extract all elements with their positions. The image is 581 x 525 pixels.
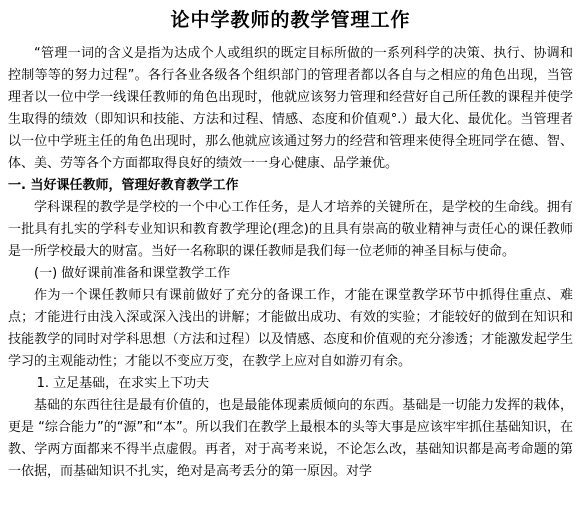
point-heading-1: 1. 立足基础，在求实上下功夫: [36, 376, 210, 391]
intro-paragraph: “管理一词的含义是指为达成个人或组织的既定目标所做的一系列科学的决策、执行、协调和控制等等的努力过程”。各行各业各级各个组织部门的管理者都以各自与之相应的角色出现，当管理者以一位中学一线课任教师的角色出现时，他就应该努力管理和经营好自己所任教的课程并使学生取得的绩效（即知识和技能、方法和过程、情感、态度和价值观°.）最大化、最优化。当管理者以一位中学班主任的角色出现时，那么他就应该通过努力的经营和管理来使得全班同学在德、智、体、美、劳等各个方面都取得良好的绩效一一身心健康、品学兼优。: [8, 46, 573, 171]
document-title: 论中学教师的教学管理工作: [170, 9, 411, 31]
subsection-heading-1: (一) 做好课前准备和课堂教学工作: [34, 266, 231, 281]
subsection-1-paragraph-1: 作为一个课任教师只有课前做好了充分的备课工作，才能在课堂教学环节中抓得住重点、难点；才能进行由浅入深或深入浅出的讲解；才能做出成功、有效的实验；才能较好的做到在知识和技能教学的同时对学科思想（方法和过程）以及情感、态度和价值观的充分渗透；才能激发起学生学习的主观能动性；才能以不变应万变，在教学上应对自如游刃有余。: [8, 288, 573, 369]
point-1-paragraph-1: 基础的东西往往是最有价值的，也是最能体现素质倾向的东西。基础是一切能力发挥的栽体，更是 “综合能力”的“源”和“本”。所以我们在教学上最根本的头等大事是应该牢牢抓住基础知识，在教、学两方面都来不得半点虚假。再者，对于高考来说，不论怎么改，基础知识都是高考命题的第一依据，而基础知识不扎实，绝对是高考丢分的第一原因。对学: [8, 398, 573, 479]
section-1-paragraph-1: 学科课程的教学是学校的一个中心工作任务，是人才培养的关键所在，是学校的生命线。拥有一批具有扎实的学科专业知识和教育教学理论(理念)的且具有崇高的敬业精神与责任心的课任教师是一所学校最大的财富。当好一名称职的课任教师是我们每一位老师的神圣目标与使命。: [8, 200, 573, 259]
section-heading-1: 一. 当好课任教师，管理好教育教学工作: [8, 178, 239, 193]
